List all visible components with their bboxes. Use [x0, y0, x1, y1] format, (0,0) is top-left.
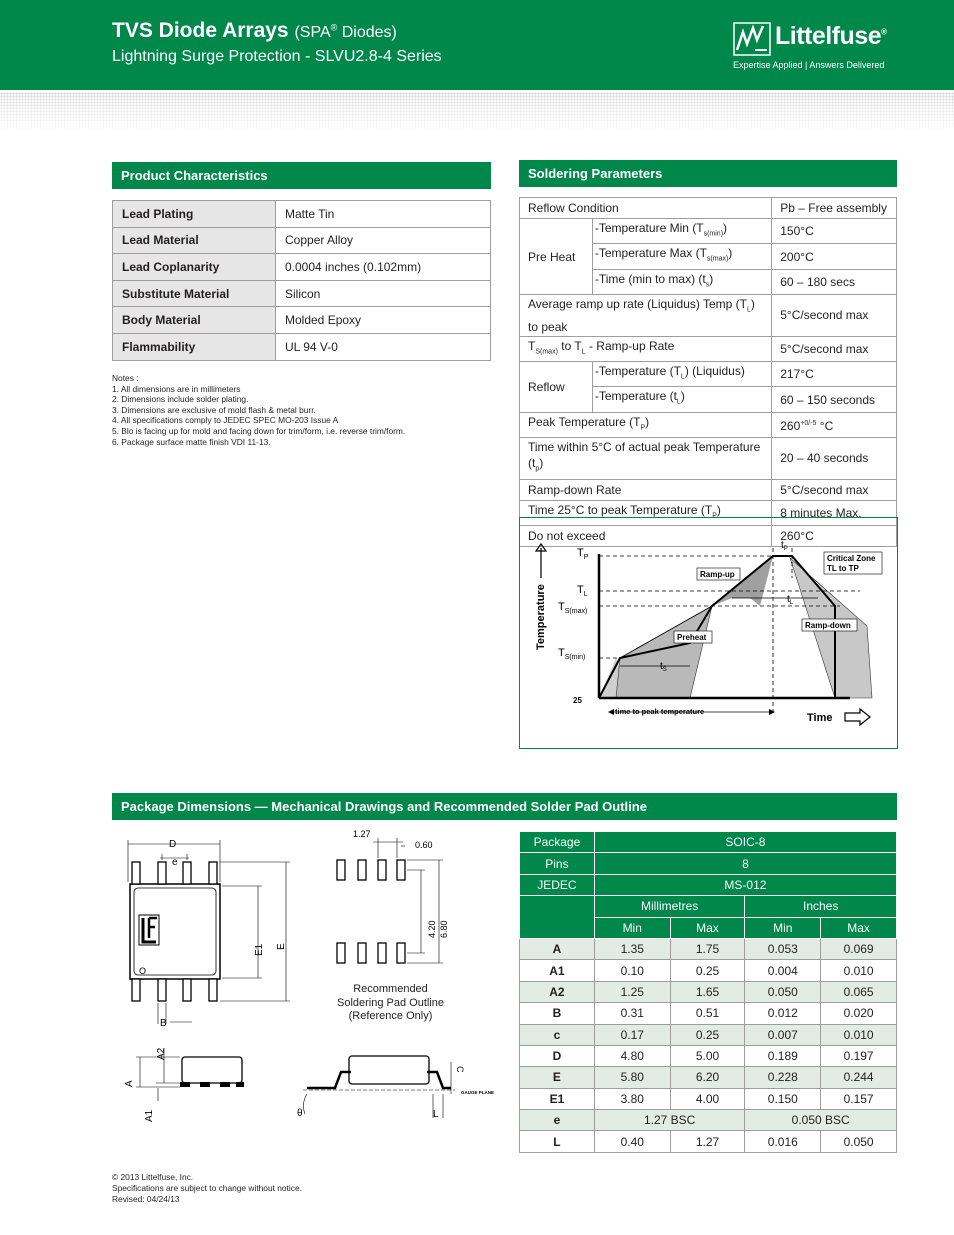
dim-theta-label: θ [297, 1108, 303, 1119]
dimension-row [520, 1088, 897, 1109]
package-dimension-table [519, 831, 897, 1153]
product-characteristic-row [113, 307, 491, 334]
copyright: © 2013 Littelfuse, Inc. [112, 1172, 194, 1182]
time-within-peak-value: 20 – 40 seconds [772, 438, 897, 479]
header-banner [0, 0, 954, 90]
dimension-cell: 0.016 [745, 1131, 821, 1152]
time-25-peak-value: 8 minutes Max. [772, 500, 897, 525]
pins-label: Pins [520, 853, 595, 874]
tsmin-value: 150°C [772, 219, 897, 244]
dimension-cell: 1.75 [670, 938, 745, 959]
dim-A-label: A [124, 1080, 135, 1087]
disclaimer: Specifications are subject to change without notice. [112, 1183, 302, 1194]
label-tp-small: $t_P$ [781, 540, 788, 552]
revised-date: Revised: 04/24/13 [112, 1194, 180, 1205]
dimension-cell: 0.197 [821, 1045, 897, 1066]
page-title [112, 19, 397, 43]
millimetres-header: Millimetres [594, 896, 745, 917]
dimension-cell: 0.050 [745, 981, 821, 1002]
critical-zone-range: TL to TP [827, 564, 859, 573]
dimension-cell: 0.189 [745, 1045, 821, 1066]
package-value: SOIC-8 [594, 832, 896, 853]
dimension-cell: 0.010 [821, 1024, 897, 1045]
peak-temp-value: $260^{+0/-5}$ °C [772, 412, 897, 437]
dim-L-label: L [433, 1109, 439, 1120]
littelfuse-logo [733, 22, 893, 72]
reflow-profile-diagram [519, 517, 898, 749]
soldering-parameters-table [519, 197, 897, 547]
characteristic-value: Silicon [276, 280, 491, 307]
label-tp: $T_P$ [577, 547, 589, 561]
dimension-row [520, 1003, 897, 1024]
dimension-row [520, 960, 897, 981]
dimension-cell: 0.10 [594, 960, 670, 981]
x-axis-label: Time [807, 712, 833, 724]
peak-temp-label: Peak Temperature $(T_P)$ [520, 412, 772, 437]
dimension-cell: c [520, 1024, 595, 1045]
dimension-cell: 1.25 [594, 981, 670, 1002]
dimension-cell: 0.020 [821, 1003, 897, 1024]
dimension-cell: 0.51 [670, 1003, 745, 1024]
dimension-cell: 0.065 [821, 981, 897, 1002]
note-line: 2. Dimensions include solder plating. [112, 394, 249, 405]
characteristic-value: 0.0004 inches (0.102mm) [276, 254, 491, 281]
tsmax-tl-label: $T_{S(max)}$ to $T_L$ - Ramp-up Rate [520, 336, 772, 361]
dim-E1-label: E1 [254, 943, 265, 956]
dimension-cell: 4.00 [670, 1088, 745, 1109]
dimension-cell: 0.25 [670, 960, 745, 981]
tsmax-label: -Temperature Max $(T_{s(max)})$ [592, 244, 771, 269]
gauge-plane-label: GAUGE PLANE [461, 1090, 495, 1095]
tl-time-value: 60 – 150 seconds [772, 387, 897, 412]
dimension-row [520, 1110, 897, 1131]
soldering-parameters-heading: Soldering Parameters [519, 160, 897, 187]
dimension-cell: 0.157 [821, 1088, 897, 1109]
tsmax-tl-value: 5°C/second max [772, 336, 897, 361]
product-characteristics-heading: Product Characteristics [112, 162, 491, 189]
dimension-cell: 1.27 BSC [594, 1110, 745, 1131]
dimension-cell: E [520, 1067, 595, 1088]
dimension-cell: 0.150 [745, 1088, 821, 1109]
dim-D-label: D [169, 839, 177, 850]
dimension-cell: A [520, 938, 595, 959]
inches-header: Inches [745, 896, 897, 917]
note-line: 3. Dimensions are exclusive of mold flash & metal burr. [112, 404, 316, 415]
dim-e-label: e [172, 857, 178, 868]
note-line: 4. All specifications comply to JEDEC SPEC MO-203 Issue A [112, 415, 339, 426]
critical-zone-label: Critical Zone [827, 554, 876, 563]
dimension-cell: 0.004 [745, 960, 821, 981]
lead-form-body [349, 1056, 429, 1084]
dimension-cell: 4.80 [594, 1045, 670, 1066]
product-characteristic-row [113, 333, 491, 360]
label-tl-small: $t_L$ [787, 594, 794, 606]
characteristic-value: Copper Alloy [276, 227, 491, 254]
characteristic-key: Lead Plating [113, 201, 276, 228]
lead-form-drawing [295, 1050, 495, 1130]
lf-logo-mark-icon [139, 915, 159, 945]
logo-mark-icon [733, 22, 771, 56]
dimension-cell: D [520, 1045, 595, 1066]
jedec-value: MS-012 [594, 874, 896, 895]
tsmax-value: 200°C [772, 244, 897, 269]
dimension-cell: 5.00 [670, 1045, 745, 1066]
dimension-cell: 0.012 [745, 1003, 821, 1024]
label-25: 25 [573, 696, 582, 705]
in-max-header: Max [821, 917, 897, 938]
characteristic-key: Body Material [113, 307, 276, 334]
dim-0.60-label: 0.60 [415, 840, 433, 850]
dimension-cell: 0.25 [670, 1024, 745, 1045]
dimension-row [520, 981, 897, 1002]
preheat-label-diagram: Preheat [677, 633, 707, 642]
dimension-cell: 6.20 [670, 1067, 745, 1088]
dimension-cell: 1.65 [670, 981, 745, 1002]
tl-label: -Temperature $(T_L)$ (Liquidus) [592, 361, 771, 386]
dimension-cell: 1.35 [594, 938, 670, 959]
title-main: TVS Diode Arrays [112, 19, 289, 42]
label-tsmin: $T_{S(min)}$ [558, 647, 586, 661]
dimension-row [520, 1131, 897, 1152]
dim-A1-label: A1 [144, 1109, 155, 1122]
dim-6.80-label: 6.80 [439, 920, 449, 938]
in-min-header: Min [745, 917, 821, 938]
ramp-up-label: Ramp-up [700, 570, 735, 579]
page-subtitle: Lightning Surge Protection - SLVU2.8-4 Series [112, 48, 442, 65]
dimension-cell: 0.050 [821, 1131, 897, 1152]
package-label: Package [520, 832, 595, 853]
product-characteristic-row [113, 227, 491, 254]
dimension-cell: 0.31 [594, 1003, 670, 1024]
note-line: 1. All dimensions are in millimeters [112, 383, 241, 394]
dimension-cell: 0.40 [594, 1131, 670, 1152]
dimension-cell: 0.17 [594, 1024, 670, 1045]
mm-max-header: Max [670, 917, 745, 938]
solder-pad-outline-drawing [323, 826, 473, 976]
dim-B-label: B [160, 1018, 167, 1029]
characteristic-key: Lead Coplanarity [113, 254, 276, 281]
ramp-down-value: 5°C/second max [772, 479, 897, 500]
tl-value: 217°C [772, 361, 897, 386]
ramp-down-label: Ramp-down Rate [520, 479, 772, 500]
title-reg: ® [330, 22, 338, 33]
dim-C-label: C [455, 1066, 465, 1073]
reflow-label: Reflow [520, 361, 593, 412]
dimension-cell: 0.053 [745, 938, 821, 959]
dimension-cell: B [520, 1003, 595, 1024]
pb-free-value: Pb – Free assembly [772, 198, 897, 219]
dimension-cell: 0.007 [745, 1024, 821, 1045]
title-paren-close: Diodes) [337, 24, 397, 41]
dimension-cell: E1 [520, 1088, 595, 1109]
note-line: 5. Blo is facing up for mold and facing down for trim/form, i.e. reverse trim/form. [112, 425, 406, 436]
dimension-row [520, 1045, 897, 1066]
label-tl: $T_L$ [577, 584, 588, 598]
notes [112, 373, 405, 447]
ts-value: 60 – 180 secs [772, 269, 897, 294]
dim-E-label: E [276, 943, 287, 950]
dimension-row [520, 938, 897, 959]
product-characteristic-row [113, 254, 491, 281]
label-tsmax: $T_{S(max)}$ [558, 601, 588, 615]
characteristic-value: Molded Epoxy [276, 307, 491, 334]
note-line: Notes : [112, 373, 139, 383]
dimension-cell: A2 [520, 981, 595, 1002]
dimension-cell: 3.80 [594, 1088, 670, 1109]
characteristic-key: Lead Material [113, 227, 276, 254]
time-25-peak-label: Time 25°C to peak Temperature $(T_P)$ [520, 500, 772, 525]
dimension-cell: A1 [520, 960, 595, 981]
package-side-body [182, 1057, 242, 1083]
package-dimensions-heading: Package Dimensions — Mechanical Drawings and Recommended Solder Pad Outline [112, 793, 897, 820]
dimension-cell: 0.010 [821, 960, 897, 981]
mm-min-header: Min [594, 917, 670, 938]
package-top-view-drawing [112, 826, 312, 1126]
preheat-label: Pre Heat [520, 219, 593, 295]
dimension-cell: 0.069 [821, 938, 897, 959]
pin1-mark: O [139, 966, 147, 976]
dim-1.27-label: 1.27 [353, 829, 371, 839]
dimension-cell: 1.27 [670, 1131, 745, 1152]
dimension-cell: e [520, 1110, 595, 1131]
logo-name: Littelfuse® [775, 22, 887, 50]
dim-4.20-label: 4.20 [427, 920, 437, 938]
tsmin-label: -Temperature Min $(T_{s(min)})$ [592, 219, 771, 244]
logo-tagline: Expertise Applied | Answers Delivered [733, 60, 885, 70]
characteristic-value: Matte Tin [276, 201, 491, 228]
dim-A2-label: A2 [156, 1047, 167, 1060]
characteristic-key: Substitute Material [113, 280, 276, 307]
dimension-cell: L [520, 1131, 595, 1152]
pins-value: 8 [594, 853, 896, 874]
do-not-exceed-value: 260°C [772, 525, 897, 546]
product-characteristic-row [113, 201, 491, 228]
dimension-row [520, 1024, 897, 1045]
ramp-down-label-diagram: Ramp-down [805, 621, 851, 630]
ramp-rate-label: Average ramp up rate (Liquidus) Temp $(T_L)$ to peak [520, 295, 772, 336]
reflow-profile-svg [520, 518, 896, 747]
product-characteristics-table [112, 200, 491, 361]
time-to-peak-label: time to peak temperature [615, 707, 705, 716]
product-characteristic-row [113, 280, 491, 307]
dimension-cell: 0.244 [821, 1067, 897, 1088]
solder-pad-caption: Recommended Soldering Pad Outline (Reference Only) [336, 983, 444, 1022]
y-axis-label: Temperature [535, 584, 547, 650]
characteristic-key: Flammability [113, 333, 276, 360]
dimension-cell: 5.80 [594, 1067, 670, 1088]
do-not-exceed-label: Do not exceed [520, 525, 772, 546]
label-ts-small: $t_S$ [660, 661, 667, 673]
jedec-label: JEDEC [520, 874, 595, 895]
title-paren: (SPA [294, 24, 331, 41]
ts-label: -Time (min to max) $(t_s)$ [592, 269, 771, 294]
ramp-rate-value: 5°C/second max [772, 295, 897, 336]
time-arrow-icon [845, 709, 870, 725]
tl-time-label: -Temperature $(t_L)$ [592, 387, 771, 412]
footer [112, 1172, 302, 1206]
time-within-peak-label: Time within 5°C of actual peak Temperature $(t_p)$ [520, 438, 772, 479]
dimension-cell: 0.228 [745, 1067, 821, 1088]
reflow-condition-label: Reflow Condition [520, 198, 772, 219]
characteristic-value: UL 94 V-0 [276, 333, 491, 360]
dimension-cell: 0.050 BSC [745, 1110, 897, 1131]
dimension-row [520, 1067, 897, 1088]
note-line: 6. Package surface matte finish VDI 11-13. [112, 436, 271, 447]
